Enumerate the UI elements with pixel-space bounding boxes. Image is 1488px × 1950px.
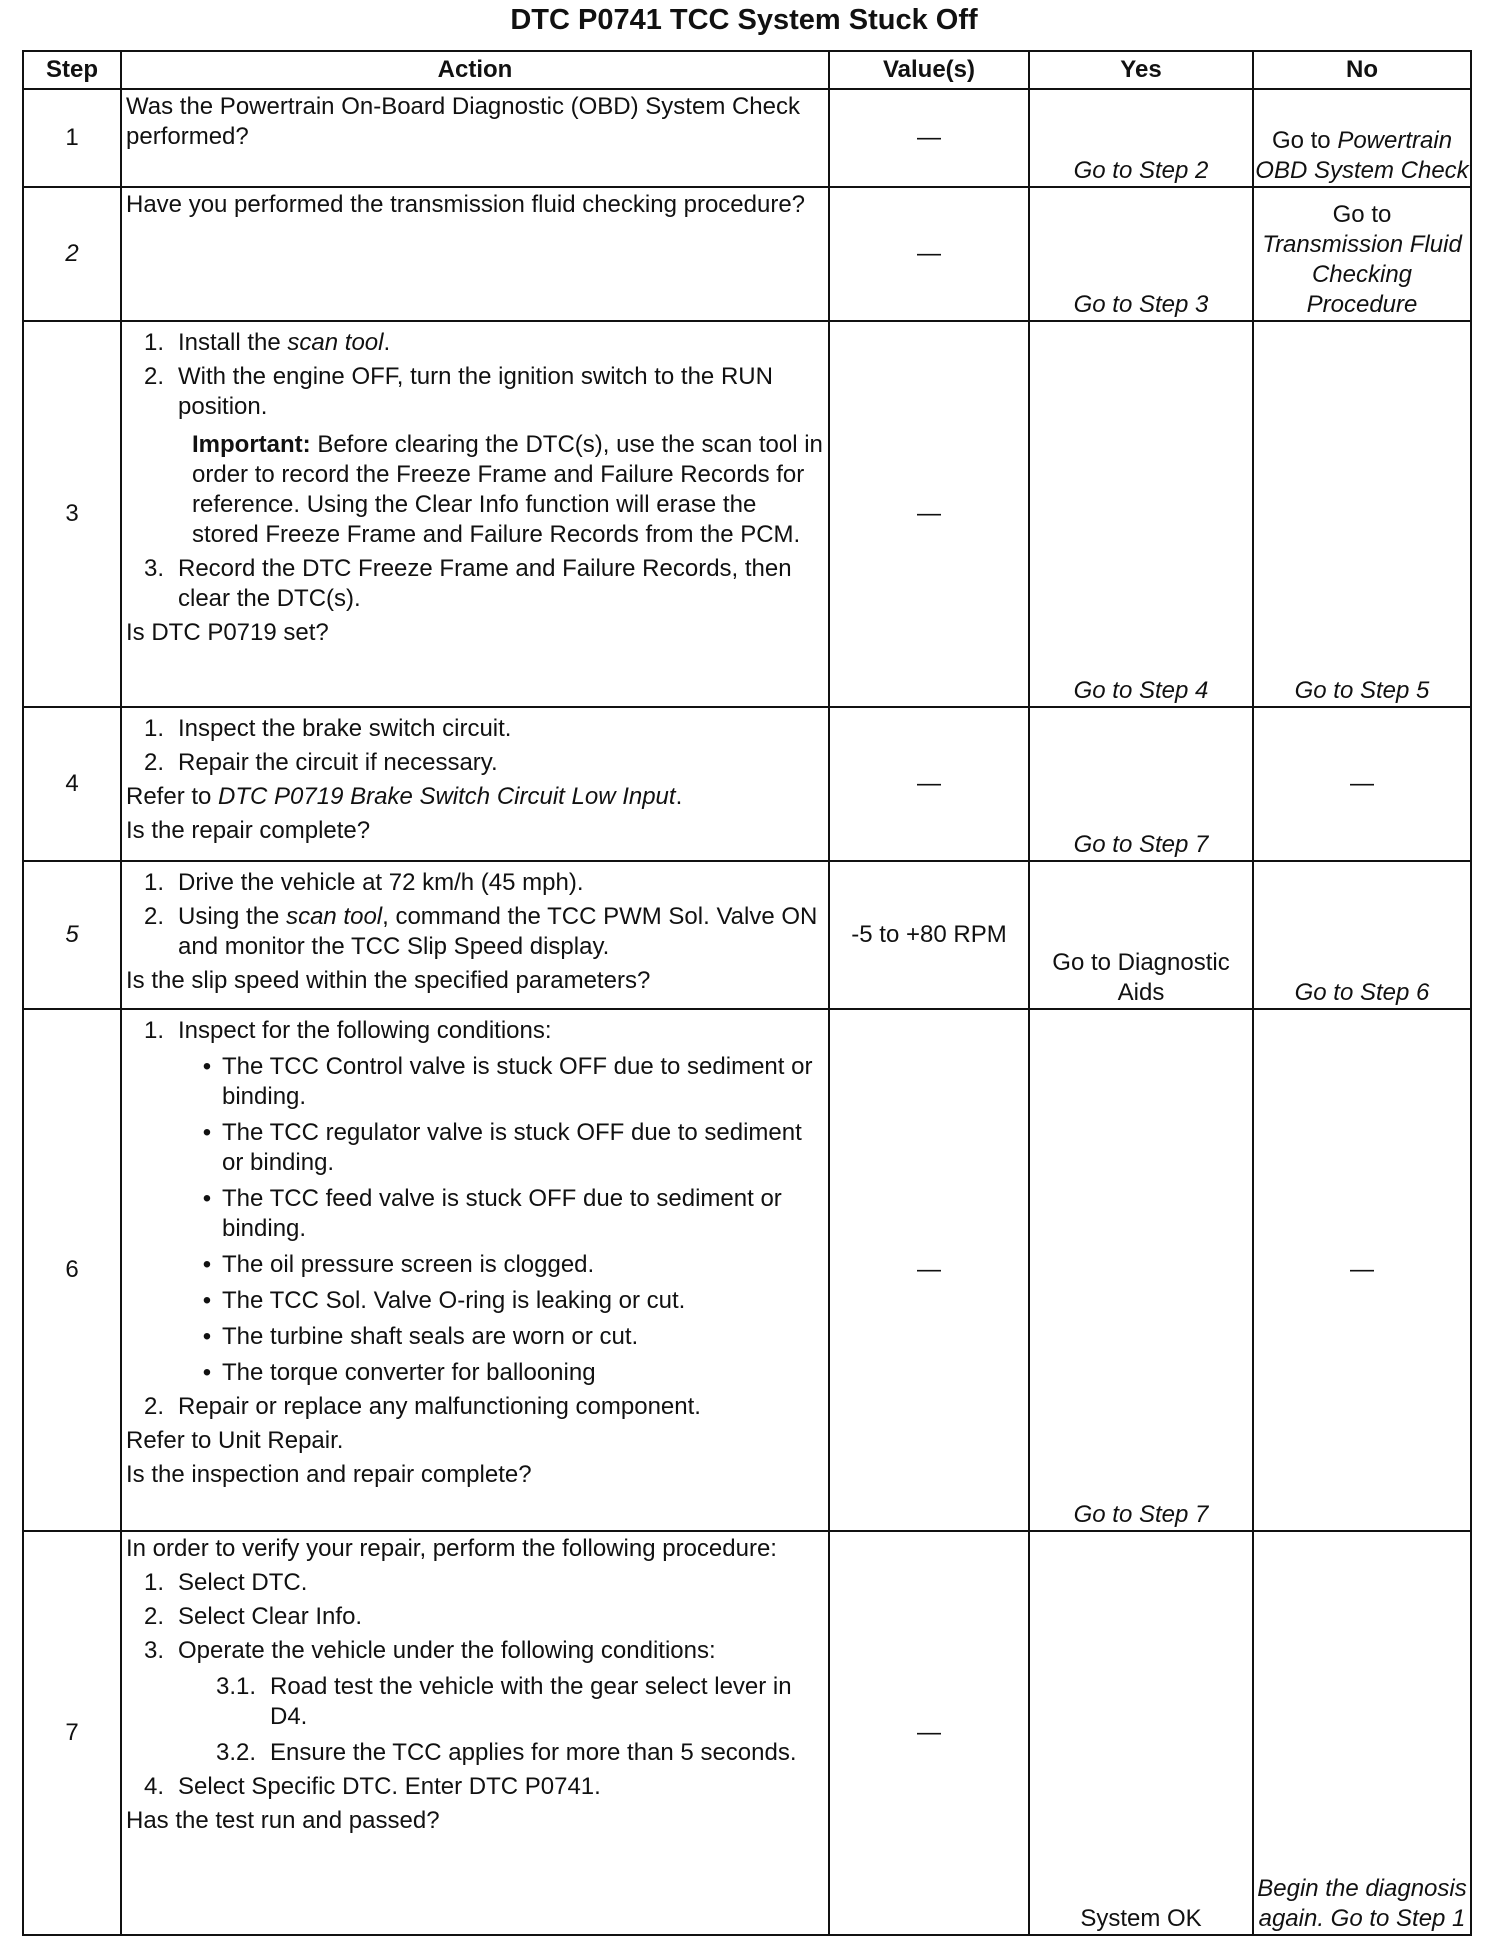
value-cell	[829, 89, 1029, 187]
action-text: Using the	[178, 903, 287, 930]
yes-link[interactable]: Go to Step 3	[1073, 291, 1209, 318]
step-index: 4.	[143, 1773, 164, 1800]
step-number: 1	[23, 89, 121, 187]
substep-text: Ensure the TCC applies for more than 5 seconds.	[270, 1739, 797, 1766]
yes-link[interactable]: Go to Step 7	[1073, 1501, 1209, 1528]
table-row	[23, 707, 1471, 861]
table-row	[23, 89, 1471, 187]
table-row	[23, 187, 1471, 321]
action-step	[126, 1568, 824, 1598]
header-row	[23, 51, 1471, 89]
no-cell	[1253, 707, 1471, 861]
dash: —	[917, 770, 941, 797]
action-cell	[121, 861, 829, 1009]
yes-cell	[1029, 1531, 1253, 1935]
page-title: DTC P0741 TCC System Stuck Off	[510, 4, 978, 36]
no-link[interactable]: Powertrain OBD System Check	[1255, 127, 1469, 184]
value-cell	[829, 1531, 1029, 1935]
step-index: 3.	[143, 555, 164, 582]
value-cell	[829, 187, 1029, 321]
step-number: 2	[23, 187, 121, 321]
condition-text: The oil pressure screen is clogged.	[222, 1251, 595, 1278]
action-step	[126, 748, 824, 778]
yes-link[interactable]: Go to Step 7	[1073, 831, 1209, 858]
table-row	[23, 321, 1471, 707]
action-question: Was the Powertrain On-Board Diagnostic (OBD) System Check performed?	[126, 93, 801, 150]
action-step	[126, 868, 824, 898]
action-text: Install the	[178, 329, 288, 356]
action-cell	[121, 187, 829, 321]
substep-index: 3.2.	[215, 1739, 256, 1766]
refer-note	[126, 782, 824, 812]
step-index: 1.	[143, 1017, 164, 1044]
action-text-end: .	[383, 329, 391, 356]
header-no: No	[1253, 51, 1471, 89]
header-action: Action	[121, 51, 829, 89]
condition-text: The torque converter for ballooning	[222, 1359, 596, 1386]
action-cell	[121, 707, 829, 861]
condition-item: • The torque converter for ballooning	[192, 1358, 824, 1388]
value-cell	[829, 321, 1029, 707]
action-substep	[212, 1738, 824, 1768]
action-step	[126, 714, 824, 744]
step-index: 1.	[143, 1569, 164, 1596]
header-yes: Yes	[1029, 51, 1253, 89]
value-cell	[829, 1009, 1029, 1531]
table-row	[23, 1009, 1471, 1531]
scan-tool-link[interactable]: scan tool	[287, 329, 384, 356]
substep-index: 3.1.	[215, 1673, 256, 1700]
action-substep	[212, 1672, 824, 1732]
condition-item: • The oil pressure screen is clogged.	[192, 1250, 824, 1280]
condition-item: • The TCC regulator valve is stuck OFF due to sediment or binding.	[192, 1118, 824, 1178]
step-number: 7	[23, 1531, 121, 1935]
condition-item: • The turbine shaft seals are worn or cut.	[192, 1322, 824, 1352]
no-cell	[1253, 861, 1471, 1009]
yes-cell	[1029, 321, 1253, 707]
action-question: Is DTC P0719 set?	[126, 619, 329, 646]
yes-result: System OK	[1080, 1905, 1202, 1932]
dash: —	[917, 500, 941, 527]
action-question: Is the slip speed within the specified parameters?	[126, 967, 651, 994]
important-note	[192, 430, 824, 550]
action-question: Have you performed the transmission fluid checking procedure?	[126, 191, 806, 218]
action-text: Select Clear Info.	[178, 1603, 363, 1630]
step-index: 2.	[143, 1393, 164, 1420]
no-cell	[1253, 187, 1471, 321]
yes-cell	[1029, 187, 1253, 321]
step-number: 3	[23, 321, 121, 707]
intro-text: In order to verify your repair, perform the following procedure:	[126, 1535, 777, 1562]
no-link[interactable]: Transmission Fluid Checking Procedure	[1262, 231, 1462, 318]
dash: —	[1350, 770, 1374, 797]
action-step	[126, 1636, 824, 1666]
action-cell	[121, 1531, 829, 1935]
condition-item: • The TCC Control valve is stuck OFF due to sediment or binding.	[192, 1052, 824, 1112]
no-link[interactable]: Go to Step 5	[1294, 677, 1430, 704]
dash: —	[1350, 1256, 1374, 1283]
yes-cell	[1029, 707, 1253, 861]
value-cell	[829, 707, 1029, 861]
action-question: Has the test run and passed?	[126, 1807, 440, 1834]
action-text: Repair or replace any malfunctioning component.	[178, 1393, 701, 1420]
action-step	[126, 902, 824, 962]
refer-link[interactable]: DTC P0719 Brake Switch Circuit Low Input	[218, 783, 676, 810]
condition-text: The TCC regulator valve is stuck OFF due to sediment or binding.	[222, 1119, 802, 1176]
slip-speed-value: -5 to +80 RPM	[851, 921, 1007, 948]
refer-end: .	[675, 783, 683, 810]
action-cell	[121, 321, 829, 707]
refer-note: Refer to Unit Repair.	[126, 1427, 344, 1454]
action-text: With the engine OFF, turn the ignition switch to the RUN position.	[178, 363, 773, 420]
yes-link[interactable]: Go to Step 2	[1073, 157, 1209, 184]
no-cell	[1253, 1531, 1471, 1935]
no-link[interactable]: Go to Step 6	[1294, 979, 1430, 1006]
action-step	[126, 1016, 824, 1046]
action-step	[126, 1602, 824, 1632]
action-text: Select DTC.	[178, 1569, 308, 1596]
action-step	[126, 554, 824, 614]
important-text: Before clearing the DTC(s), use the scan tool in order to record the Freeze Frame and Failure Records for reference. Using the Clear Info function will erase the stored Freeze Frame and Failure Records from the PCM.	[192, 431, 823, 548]
action-text: Repair the circuit if necessary.	[178, 749, 498, 776]
step-number: 4	[23, 707, 121, 861]
action-question: Is the repair complete?	[126, 817, 371, 844]
step-number: 6	[23, 1009, 121, 1531]
dash: —	[917, 124, 941, 151]
step-index: 1.	[143, 869, 164, 896]
table-row	[23, 861, 1471, 1009]
condition-item: • The TCC Sol. Valve O-ring is leaking or cut.	[192, 1286, 824, 1316]
step-index: 2.	[143, 749, 164, 776]
action-cell	[121, 89, 829, 187]
step-index: 1.	[143, 715, 164, 742]
scan-tool-link[interactable]: scan tool	[286, 903, 383, 930]
dash: —	[917, 240, 941, 267]
condition-text: The turbine shaft seals are worn or cut.	[222, 1323, 639, 1350]
condition-text: The TCC feed valve is stuck OFF due to sediment or binding.	[222, 1185, 782, 1242]
action-text: Operate the vehicle under the following conditions:	[178, 1637, 716, 1664]
action-text: Inspect the brake switch circuit.	[178, 715, 512, 742]
action-text: Record the DTC Freeze Frame and Failure Records, then clear the DTC(s).	[178, 555, 792, 612]
condition-item: • The TCC feed valve is stuck OFF due to sediment or binding.	[192, 1184, 824, 1244]
action-step	[126, 1772, 824, 1802]
no-cell	[1253, 321, 1471, 707]
table-row	[23, 1531, 1471, 1935]
action-step	[126, 362, 824, 422]
substep-text: Road test the vehicle with the gear select lever in D4.	[270, 1673, 792, 1730]
no-cell	[1253, 1009, 1471, 1531]
condition-text: The TCC Sol. Valve O-ring is leaking or cut.	[222, 1287, 686, 1314]
action-cell	[121, 1009, 829, 1531]
yes-cell	[1029, 1009, 1253, 1531]
no-prefix: Go to	[1332, 201, 1392, 228]
step-number: 5	[23, 861, 121, 1009]
no-cell	[1253, 89, 1471, 187]
step-index: 2.	[143, 903, 164, 930]
step-index: 2.	[143, 363, 164, 390]
important-label: Important:	[192, 431, 311, 458]
yes-link[interactable]: Go to Diagnostic Aids	[1052, 949, 1230, 1006]
action-question: Is the inspection and repair complete?	[126, 1461, 532, 1488]
yes-cell	[1029, 89, 1253, 187]
step-index: 1.	[143, 329, 164, 356]
dash: —	[917, 1256, 941, 1283]
refer-prefix: Refer to	[126, 783, 219, 810]
no-link[interactable]: Begin the diagnosis again. Go to Step 1	[1257, 1875, 1467, 1932]
value-cell	[829, 861, 1029, 1009]
step-index: 3.	[143, 1637, 164, 1664]
diagnostic-table	[22, 50, 1472, 1936]
action-text: Select Specific DTC. Enter DTC P0741.	[178, 1773, 601, 1800]
action-text: Inspect for the following conditions:	[178, 1017, 552, 1044]
no-prefix: Go to	[1271, 127, 1338, 154]
step-index: 2.	[143, 1603, 164, 1630]
action-text: , command the TCC PWM Sol. Valve ON and monitor the TCC Slip Speed display.	[178, 903, 818, 960]
yes-link[interactable]: Go to Step 4	[1073, 677, 1209, 704]
header-step: Step	[23, 51, 121, 89]
action-text: Drive the vehicle at 72 km/h (45 mph).	[178, 869, 584, 896]
dash: —	[917, 1719, 941, 1746]
action-step	[126, 1392, 824, 1422]
action-step	[126, 328, 824, 358]
yes-cell	[1029, 861, 1253, 1009]
condition-text: The TCC Control valve is stuck OFF due to sediment or binding.	[222, 1053, 813, 1110]
header-values: Value(s)	[829, 51, 1029, 89]
